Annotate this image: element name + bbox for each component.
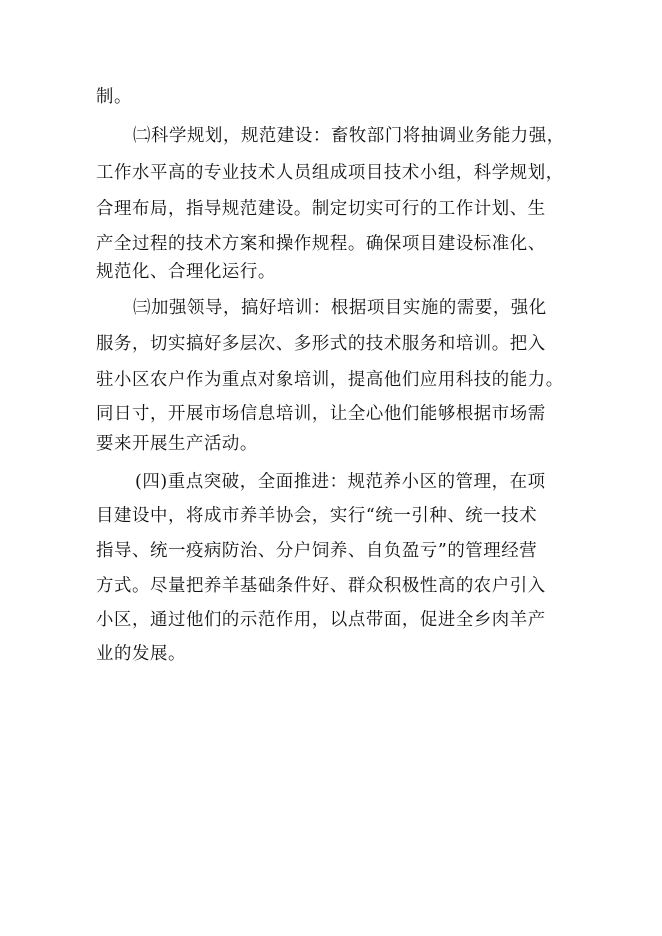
paragraph-4-line-1: (四)重点突破，全面推进：规范养小区的管理，在项 [135, 472, 546, 492]
paragraph-2-line-1: ㈡科学规划，规范建设：畜牧部门将抽调业务能力强， [133, 126, 565, 146]
paragraph-4-line-6: 业的发展。 [96, 644, 186, 664]
paragraph-4-line-4: 方式。尽量把养羊基础条件好、群众积极性高的农户引入 [96, 576, 546, 596]
paragraph-2-line-2: 工作水平高的专业技术人员组成项目技术小组，科学规划， [96, 163, 564, 183]
paragraph-4-line-2: 目建设中，将成市养羊协会，实行“统一引种、统一技术 [96, 506, 538, 526]
paragraph-4-line-5: 小区，通过他们的示范作用，以点带面，促进全乡肉羊产 [96, 610, 546, 630]
paragraph-3-line-2: 服务，切实搞好多层次、多形式的技术服务和培训。把入 [96, 334, 546, 354]
paragraph-2-line-5: 规范化、合理化运行。 [96, 262, 276, 282]
paragraph-continuation-line: 制。 [96, 87, 132, 107]
paragraph-2-line-4: 产全过程的技术方案和操作规程。确保项目建设标准化、 [96, 234, 546, 254]
paragraph-3-line-1: ㈢加强领导，搞好培训：根据项目实施的需要，强化 [133, 298, 547, 318]
paragraph-2-line-3: 合理布局，指导规范建设。制定切实可行的工作计划、生 [96, 199, 546, 219]
paragraph-3-line-3: 驻小区农户作为重点对象培训，提高他们应用科技的能力。 [96, 370, 564, 390]
paragraph-3-line-4: 同日寸，开展市场信息培训，让全心他们能够根据市场需 [96, 404, 546, 424]
paragraph-4-line-3: 指导、统一疫病防治、分户饲养、自负盈亏”的管理经营 [96, 541, 538, 561]
paragraph-3-line-5: 要来开展生产活动。 [96, 434, 258, 454]
